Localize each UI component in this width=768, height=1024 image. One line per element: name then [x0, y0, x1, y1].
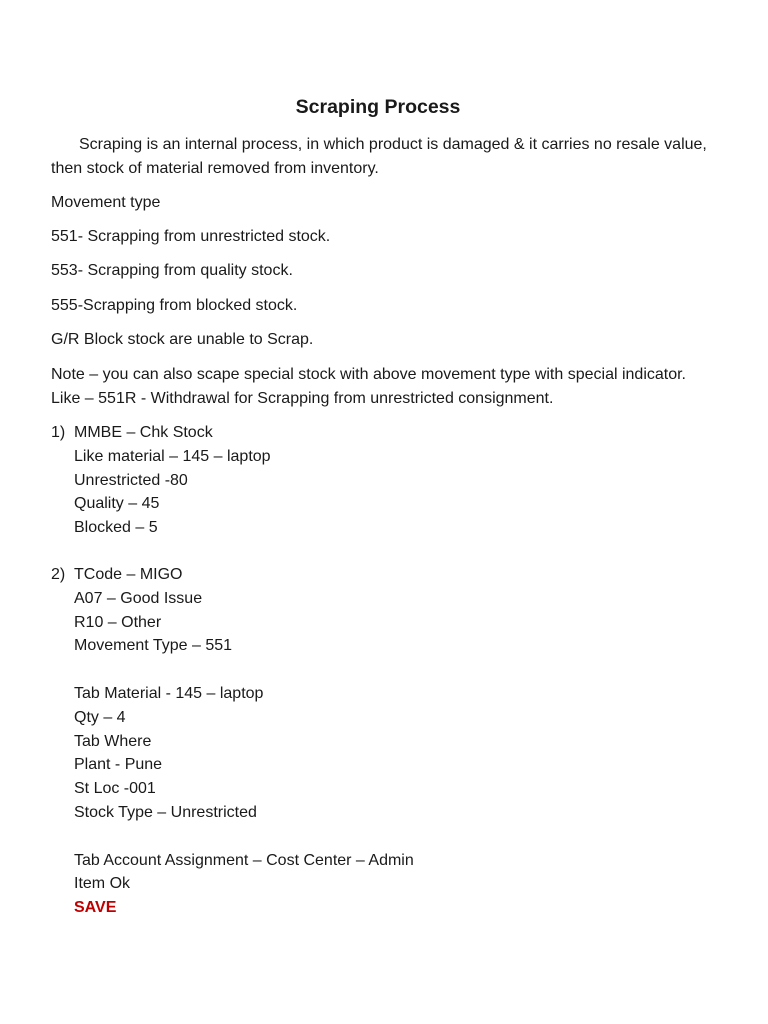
save-label: SAVE — [74, 899, 117, 917]
step-number: 2) — [51, 566, 66, 583]
step-line: Stock Type – Unrestricted — [74, 803, 257, 821]
step-line: St Loc -001 — [74, 780, 156, 798]
blank-line — [74, 825, 711, 849]
step-line: Blocked – 5 — [74, 519, 158, 537]
intro-text: Scraping is an internal process, in which product is damaged & it carries no resale value, then stock of material removed from inventory. — [51, 136, 707, 177]
step-line: Qty – 4 — [74, 708, 126, 726]
step-1 — [51, 421, 711, 540]
step-body — [74, 421, 711, 540]
movement-553: 553- Scrapping from quality stock. — [51, 262, 293, 279]
document-title: Scraping Process — [295, 96, 461, 118]
intro-paragraph — [51, 133, 711, 181]
step-body — [74, 563, 711, 920]
list-item — [51, 563, 711, 920]
step-line: Item Ok — [74, 875, 131, 893]
step-line: Plant - Pune — [74, 756, 163, 774]
step-line: Movement Type – 551 — [74, 637, 233, 655]
special-stock-note: Note – you can also scape special stock with above movement type with special indicator. Like – 551R - Withdrawal for Scrapping from unrestricted consignment. — [51, 366, 686, 407]
step-line: A07 – Good Issue — [74, 589, 203, 607]
step-line: R10 – Other — [74, 613, 162, 631]
step-number: 1) — [51, 424, 66, 441]
step-2 — [51, 563, 711, 920]
step-line: Like material – 145 – laptop — [74, 447, 271, 465]
blank-line — [74, 658, 711, 682]
gr-block-note: G/R Block stock are unable to Scrap. — [51, 331, 314, 348]
step-line: Unrestricted -80 — [74, 471, 188, 489]
step-line: Tab Where — [74, 732, 152, 750]
movement-551: 551- Scrapping from unrestricted stock. — [51, 228, 331, 245]
step-line: Tab Material - 145 – laptop — [74, 684, 264, 702]
step-line: TCode – MIGO — [74, 566, 183, 583]
step-line: Quality – 45 — [74, 495, 160, 513]
movement-type-heading: Movement type — [51, 194, 161, 211]
step-line: Tab Account Assignment – Cost Center – Admin — [74, 851, 414, 869]
step-line: MMBE – Chk Stock — [74, 424, 213, 441]
list-item — [51, 421, 711, 540]
movement-555: 555-Scrapping from blocked stock. — [51, 297, 298, 314]
